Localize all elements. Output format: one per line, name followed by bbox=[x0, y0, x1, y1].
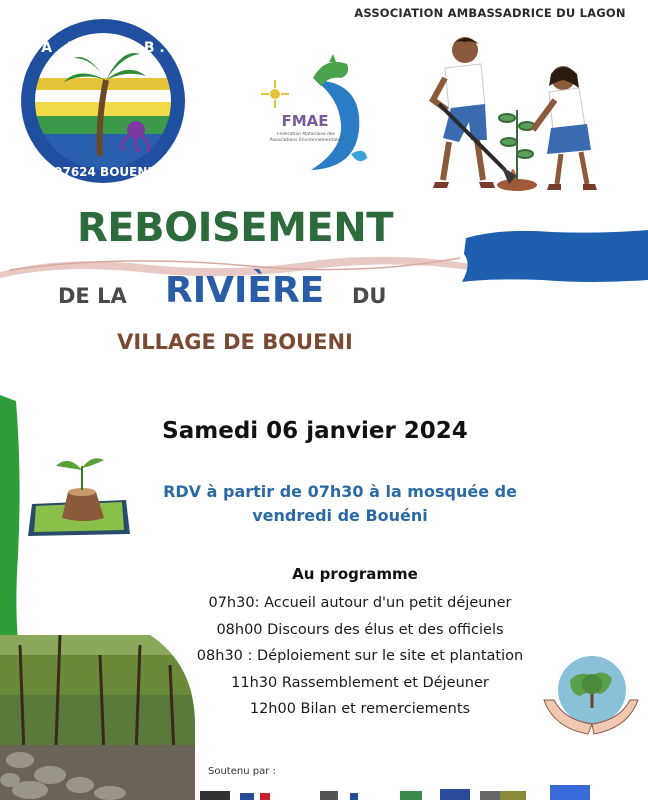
supported-by-label: Soutenu par : bbox=[208, 766, 276, 777]
programme-item: 11h30 Rassemblement et Déjeuner bbox=[231, 674, 489, 691]
title-riviere: RIVIÈRE bbox=[165, 270, 325, 311]
programme-item: 08h00 Discours des élus et des officiels bbox=[216, 621, 504, 638]
apenb-logo bbox=[18, 18, 188, 184]
programme-item: 07h30: Accueil autour d'un petit déjeuner bbox=[208, 595, 512, 611]
event-date: Samedi 06 janvier 2024 bbox=[162, 418, 468, 444]
forest-photo bbox=[0, 635, 195, 800]
fmae-subtitle: Fédération Mahoraise des Associations Environnementales bbox=[269, 132, 343, 143]
sponsor-logos bbox=[200, 785, 640, 800]
meeting-point-line-2: vendredi de Bouéni bbox=[252, 506, 428, 525]
tree-stump-sprout-icon bbox=[26, 452, 136, 542]
green-brush-stroke bbox=[0, 395, 22, 660]
sun-icon bbox=[261, 80, 289, 108]
meeting-point-line-1: RDV à partir de 07h30 à la mosquée de bbox=[163, 482, 517, 501]
fmae-logo bbox=[255, 50, 375, 180]
programme-title: Au programme bbox=[292, 565, 418, 583]
programme-list bbox=[150, 590, 570, 723]
blue-brush-stroke bbox=[462, 224, 648, 284]
title-reboisement: REBOISEMENT bbox=[76, 205, 394, 251]
title-du: DU bbox=[352, 284, 387, 308]
children-planting-illustration bbox=[385, 30, 615, 210]
programme-item: 12h00 Bilan et remerciements bbox=[249, 701, 471, 717]
programme-item: 08h30 : Déploiement sur le site et plantation bbox=[196, 648, 524, 664]
association-name: ASSOCIATION AMBASSADRICE DU LAGON bbox=[354, 6, 626, 20]
title-village: VILLAGE DE BOUENI bbox=[117, 330, 353, 354]
apenb-letters: A . P . E . N . B . bbox=[41, 40, 165, 56]
meeting-point bbox=[135, 480, 545, 528]
title-de-la: DE LA bbox=[58, 284, 127, 308]
earth-hands-icon bbox=[540, 650, 640, 740]
fmae-name: FMAE bbox=[281, 112, 329, 130]
apenb-postal: 97624 BOUENI bbox=[54, 165, 152, 179]
